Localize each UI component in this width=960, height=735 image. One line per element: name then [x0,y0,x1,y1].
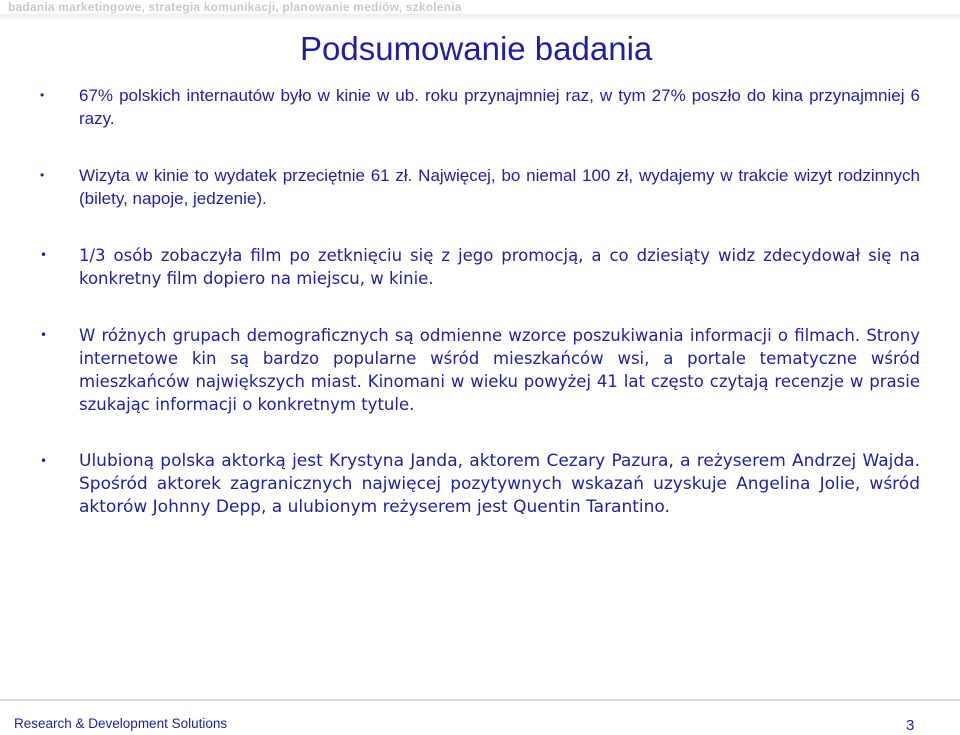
bullet-dot-icon: • [40,88,45,102]
bullet-item [40,450,920,519]
bullet-dot-icon: • [40,168,45,182]
bullet-text: Wizyta w kinie to wydatek przeciętnie 61 zł. Najwięcej, bo niemal 100 zł, wydajemy w trakcie wizyt rodzinnych (bilety, napoje, jedzenie). [79,166,920,208]
bullet-text: 67% polskich internautów było w kinie w ub. roku przynajmniej raz, w tym 27% poszło do kina przynajmniej 6 razy. [79,86,920,128]
bullet-text: Ulubioną polska aktorką jest Krystyna Janda, aktorem Cezary Pazura, a reżyserem Andrzej Wajda. Spośród aktorek zagranicznych najwięcej pozytywnych wskazań uzyskuje Angelina Jolie, wśród aktorów Johnny Depp, a ulubionym reżyserem jest Quentin Tarantino. [79,451,920,517]
bullet-dot-icon: • [40,454,48,468]
bullet-dot-icon: • [40,328,48,342]
header-tagline: badania marketingowe, strategia komunikacji, planowanie mediów, szkolenia [8,0,462,14]
footer-divider [0,699,960,701]
bullet-item [40,164,920,210]
bullet-dot-icon: • [40,248,48,262]
summary-bullet-list [40,84,920,519]
slide-title: Podsumowanie badania [300,30,653,67]
bullet-item [40,84,920,130]
footer-brand: Research & Development Solutions [14,716,228,731]
bullet-item [40,324,920,416]
bullet-text: W różnych grupach demograficznych są odmienne wzorce poszukiwania informacji o filmach. Strony internetowe kin są bardzo popularne wśród mieszkańców wsi, a portale tematyczne wśród mieszkańców największych miast. Kinomani w wieku powyżej 41 lat często czytają recenzje w prasie szukając informacji o konkretnym tytule. [79,326,920,414]
header-divider [0,14,960,20]
page-number: 3 [906,717,915,734]
bullet-text: 1/3 osób zobaczyła film po zetknięciu się z jego promocją, a co dziesiąty widz zdecydował się na konkretny film dopiero na miejscu, w kinie. [79,246,920,288]
bullet-item [40,244,920,290]
